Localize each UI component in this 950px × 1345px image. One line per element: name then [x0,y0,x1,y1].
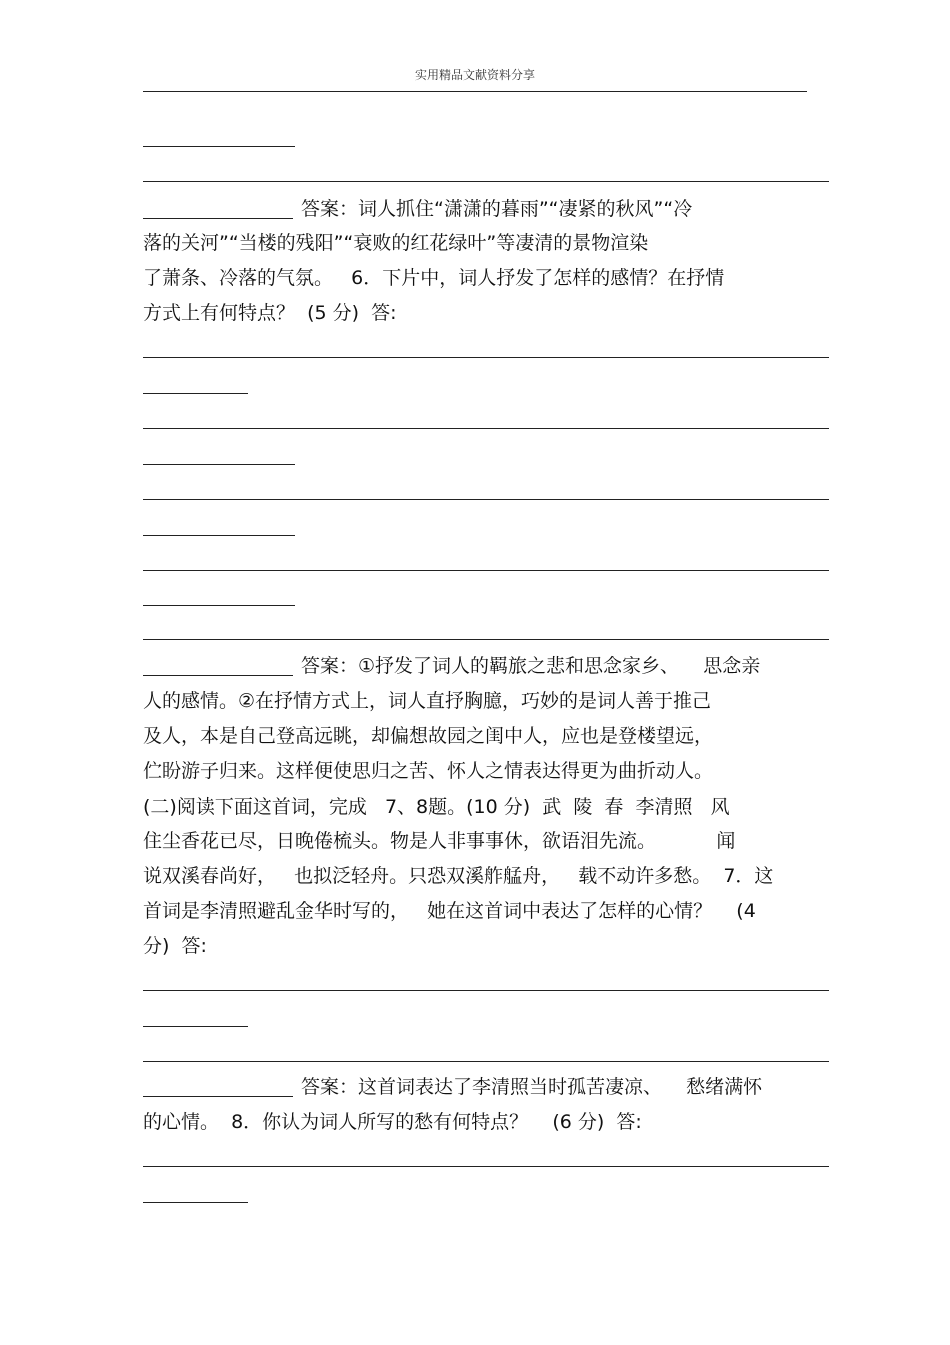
answer-text: 答案：这首词表达了李清照当时孤苦凄凉、 愁绪满怀 [301,1076,763,1098]
answer-blank [143,428,829,429]
header-divider [143,91,807,92]
answer-blank [143,675,293,676]
answer-blank [143,1026,248,1027]
answer-blank [143,218,293,219]
text-line: 了萧条、冷落的气氛。 6．下片中，词人抒发了怎样的感情？在抒情 [143,267,725,289]
answer-blank [143,605,295,606]
answer-blank [143,464,295,465]
page-header: 实用精品文献资料分享 [414,68,535,82]
text-line: 伫盼游子归来。这样便使思归之苦、怀人之情表达得更为曲折动人。 [143,760,714,782]
answer-blank [143,357,829,358]
text-line: 落的关河”“当楼的残阳”“衰败的红花绿叶”等凄清的景物渲染 [143,232,649,254]
text-line [143,1075,762,1099]
text-line: (二)阅读下面这首词，完成 7、8题。(10 分) 武 陵 春 李清照 风 [143,796,730,818]
text-line: 住尘香花已尽，日晚倦梳头。物是人非事事休，欲语泪先流。 闻 [143,830,736,852]
text-line [143,197,692,221]
text-line [143,654,760,678]
text-line: 首词是李清照避乱金华时写的， 她在这首词中表达了怎样的心情？ (4 [143,900,756,922]
answer-blank [143,1096,293,1097]
answer-blank [143,990,829,991]
text-line: 的心情。 8．你认为词人所写的愁有何特点？ (6 分) 答: [143,1111,642,1133]
answer-blank [143,146,295,147]
answer-text: 答案：词人抓住“潇潇的暮雨”“凄紧的秋风”“冷 [301,198,693,220]
answer-blank [143,639,829,640]
answer-blank [143,181,829,182]
answer-blank [143,499,829,500]
answer-blank [143,570,829,571]
text-line: 分) 答: [143,935,207,957]
answer-blank [143,1061,829,1062]
text-line: 方式上有何特点？ (5 分) 答: [143,302,397,324]
text-line: 及人，本是自己登高远眺，却偏想故园之闺中人，应也是登楼望远， [143,725,714,747]
text-line: 说双溪春尚好， 也拟泛轻舟。只恐双溪舴艋舟， 载不动许多愁。 7．这 [143,865,774,887]
answer-blank [143,1202,248,1203]
text-line: 人的感情。②在抒情方式上，词人直抒胸臆，巧妙的是词人善于推己 [143,690,712,712]
answer-blank [143,1166,829,1167]
answer-blank [143,393,248,394]
answer-text: 答案：①抒发了词人的羁旅之悲和思念家乡、 思念亲 [301,655,761,677]
answer-blank [143,535,295,536]
